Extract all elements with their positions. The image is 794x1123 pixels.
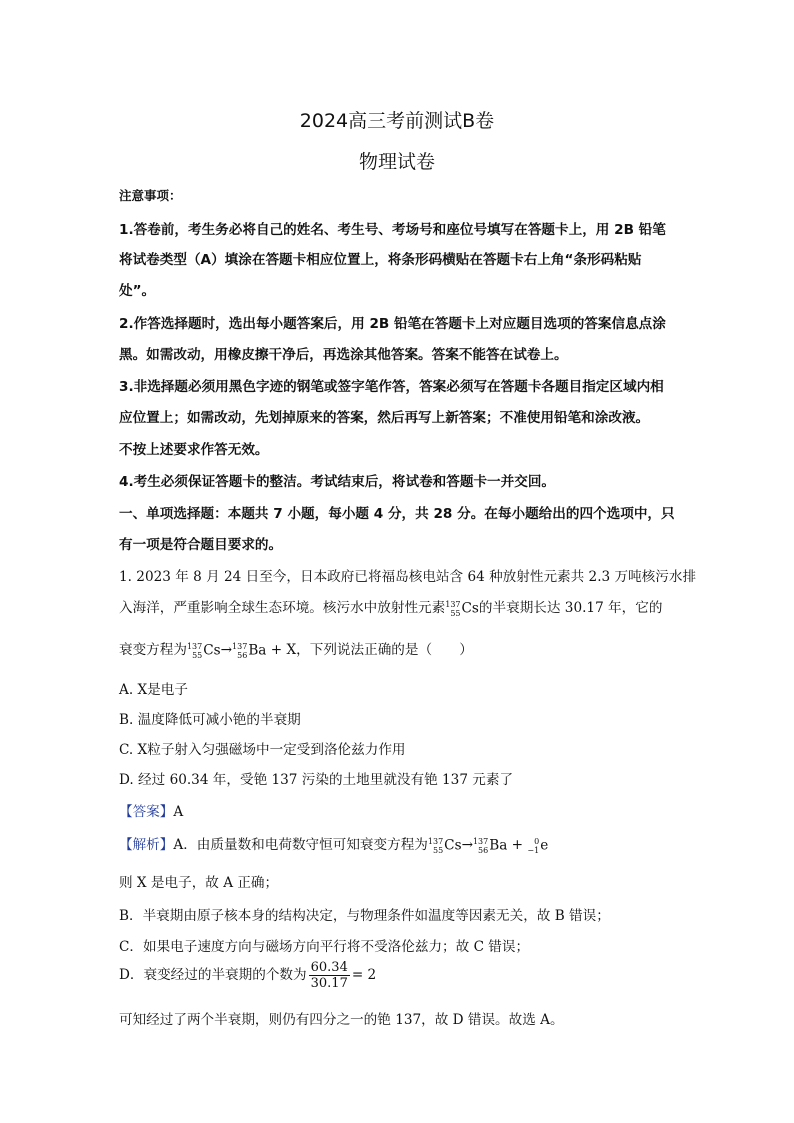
notice-line: 4.考生必须保证答题卡的整洁。考试结束后，将试卷和答题卡一并交回。: [119, 474, 556, 490]
arrow-glyph: →: [461, 837, 473, 853]
nuclide-cs: 137 55 Cs: [427, 836, 462, 855]
section-heading: 一、单项选择题：本题共 7 小题，每小题 4 分，共 28 分。在每小题给出的四个选项中，只: [119, 506, 675, 522]
option-c: C. X粒子射入匀强磁场中一定受到洛伦兹力作用: [119, 742, 406, 758]
analysis-line: C．如果电子速度方向与磁场方向平行将不受洛伦兹力；故 C 错误；: [119, 939, 530, 955]
question-stem-line: 1. 2023 年 8 月 24 日至今，日本政府已将福岛核电站含 64 种放射性元素共 2.3 万吨核污水排: [119, 569, 697, 585]
analysis-tag: 【解析】: [119, 837, 174, 853]
nuclide-ba: 137 56 Ba: [472, 836, 508, 855]
notice-line: 将试卷类型（A）填涂在答题卡相应位置上，将条形码横贴在答题卡右上角“条形码粘贴: [119, 252, 642, 268]
exam-subtitle: 物理试卷: [358, 151, 435, 173]
nuclide-electron: 0 −1 e: [527, 836, 549, 855]
analysis-line: 【解析】A．由质量数和电荷数守恒可知衰变方程为 137 55 Cs→ 137 56 Ba + 0 −1 e: [119, 836, 549, 855]
section-heading-cont: 有一项是符合题目要求的。: [119, 537, 283, 553]
fraction: $\frac{60.34}{30.17}$: [310, 960, 348, 991]
notice-line: 2.作答选择题时，选出每小题答案后，用 2B 铅笔在答题卡上对应题目选项的答案信息点涂: [119, 316, 666, 332]
answer-tag: 【答案】: [119, 804, 174, 820]
option-a: A. X是电子: [119, 682, 188, 698]
nuclide-cs: 137 55 Cs: [445, 599, 479, 618]
notice-line: 1.答卷前，考生务必将自己的姓名、考生号、考场号和座位号填写在答题卡上，用 2B 铅笔: [119, 222, 666, 238]
notice-heading: 注意事项：: [119, 188, 182, 203]
notice-line: 处”。: [119, 283, 156, 299]
analysis-line: 可知经过了两个半衰期，则仍有四分之一的铯 137，故 D 错误。故选 A。: [119, 1012, 564, 1028]
analysis-line: D．衰变经过的半衰期的个数为 $\frac{60.34}{30.17}$ = 2: [119, 960, 377, 991]
arrow-glyph: →: [220, 642, 233, 658]
notice-line: 3.非选择题必须用黑色字迹的钢笔或签字笔作答，答案必须写在答题卡各题目指定区域内相: [119, 379, 664, 395]
answer-line: [119, 800, 183, 820]
nuclide-cs: 137 55 Cs: [186, 641, 221, 660]
notice-line: 不按上述要求作答无效。: [119, 442, 269, 458]
option-d: D. 经过 60.34 年，受铯 137 污染的土地里就没有铯 137 元素了: [119, 772, 514, 788]
analysis-line: 则 X 是电子，故 A 正确；: [119, 875, 279, 891]
analysis-line: B．半衰期由原子核本身的结构决定，与物理条件如温度等因素无关，故 B 错误；: [119, 908, 610, 924]
notice-line: 应位置上；如需改动，先划掉原来的答案，然后再写上新答案；不准使用铅笔和涂改液。: [119, 410, 650, 426]
question-stem-line: 衰变方程为 137 55 Cs→ 137 56 Ba + X，下列说法正确的是（ ）: [119, 641, 473, 660]
question-stem-line: 入海洋，严重影响全球生态环境。核污水中放射性元素 137 55 Cs的半衰期长达 30.17 年，它的: [119, 599, 663, 618]
option-b: B. 温度降低可减小铯的半衰期: [119, 712, 301, 728]
answer-value: A: [173, 804, 184, 820]
nuclide-ba: 137 56 Ba: [232, 641, 267, 660]
notice-line: 黑。如需改动，用橡皮擦干净后，再选涂其他答案。答案不能答在试卷上。: [119, 347, 568, 363]
exam-title: 2024高三考前测试B卷: [299, 110, 495, 132]
